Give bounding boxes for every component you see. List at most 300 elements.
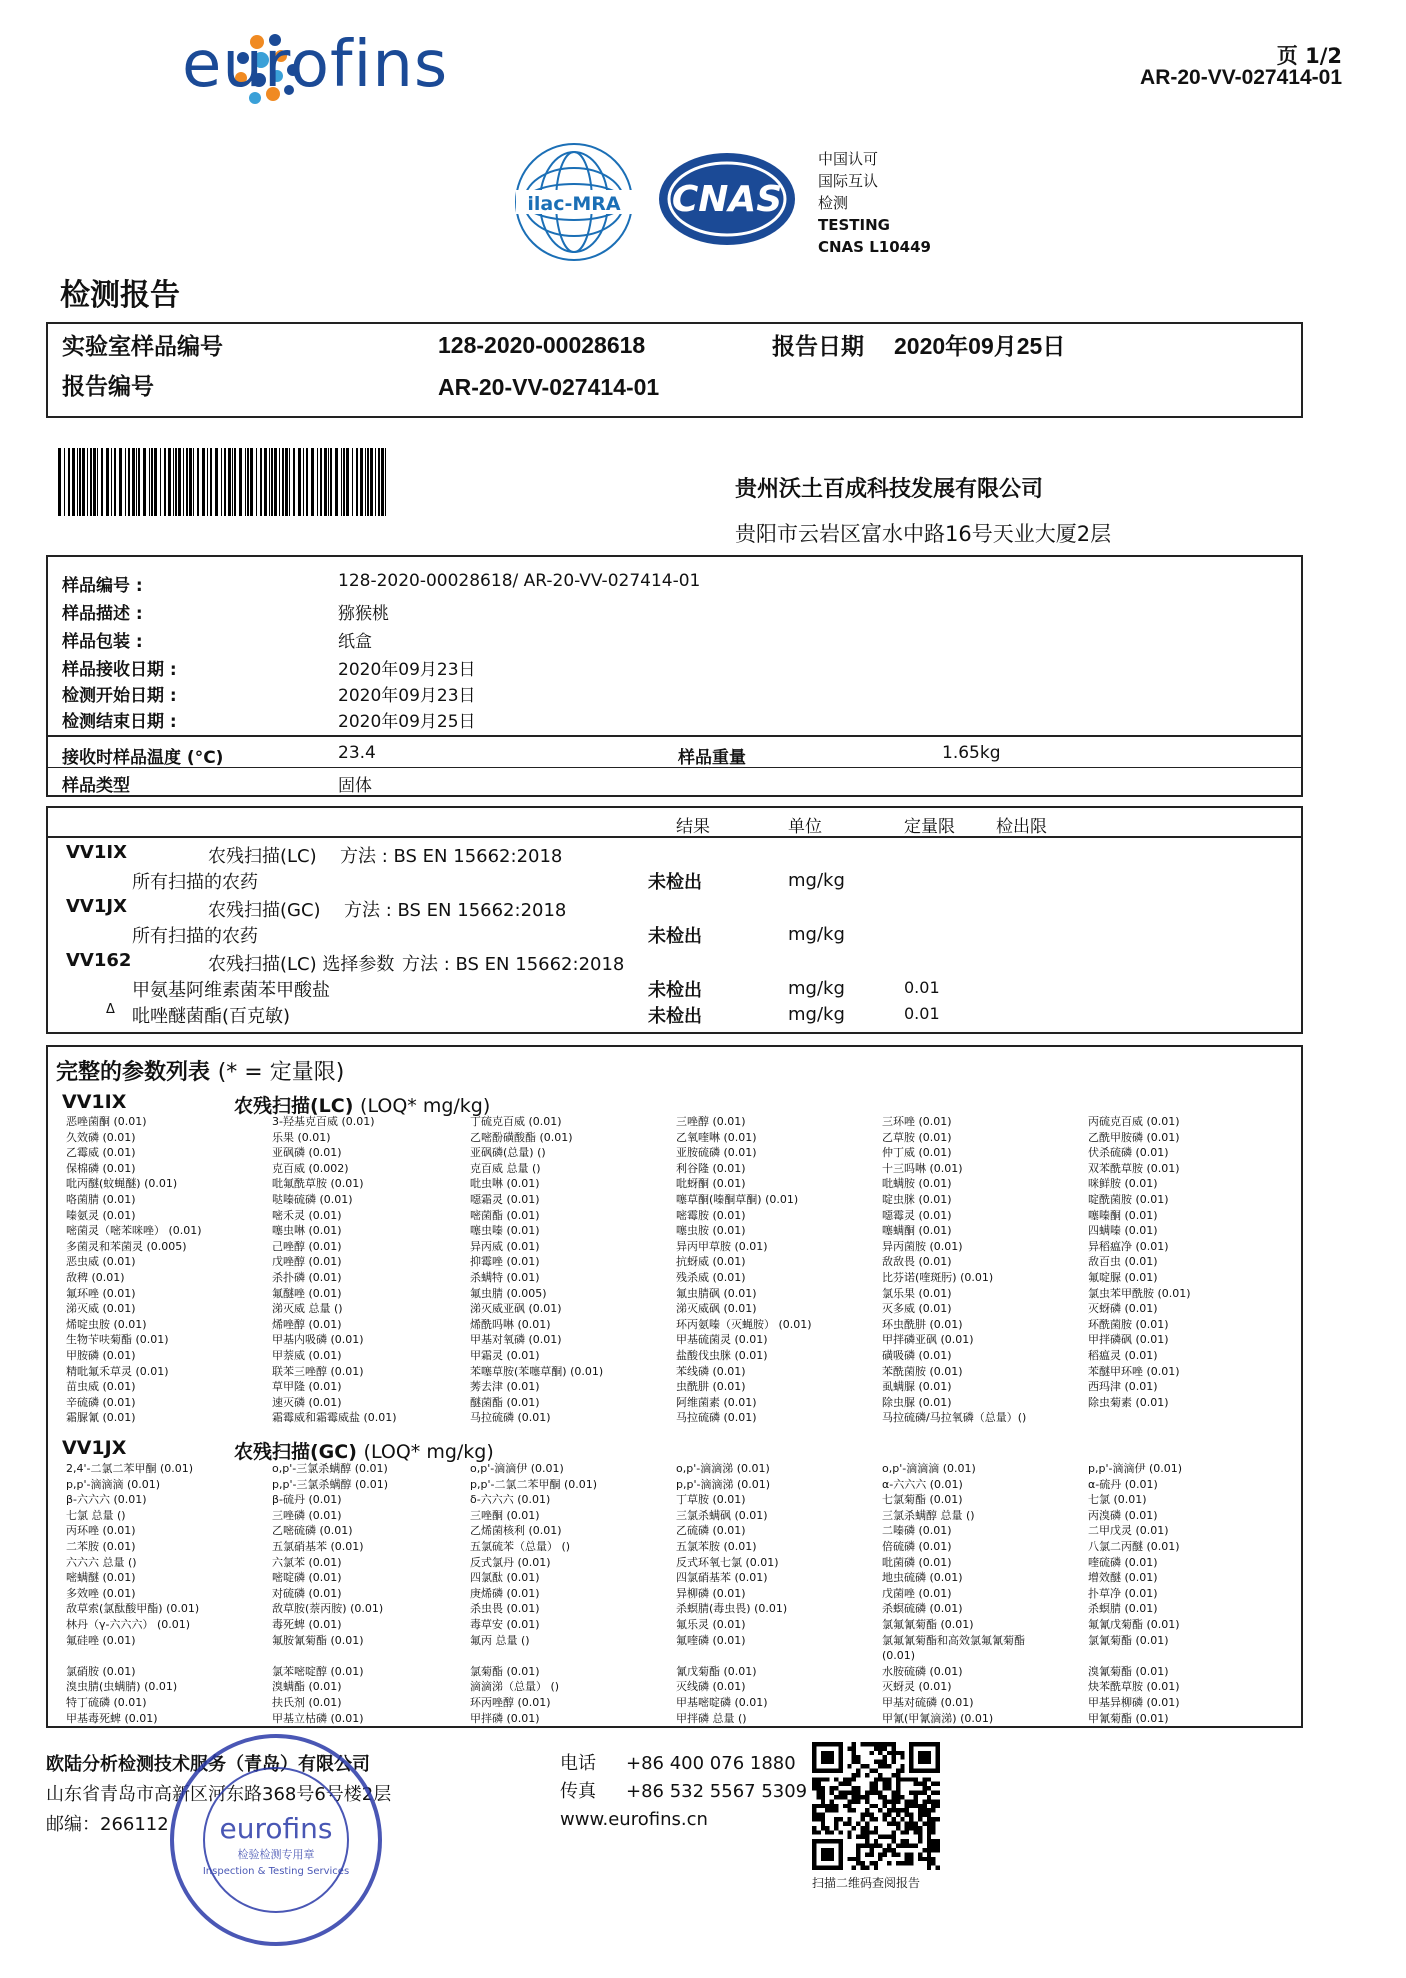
param-item: 醚菌酯 (0.01) (470, 1395, 540, 1409)
test-method: 方法 : BS EN 15662:2018 (344, 900, 567, 921)
param-item: 保棉磷 (0.01) (66, 1161, 136, 1175)
param-item: 2,4'-二氯二苯甲酮 (0.01) (66, 1462, 194, 1475)
param-item: 氯苯嘧啶醇 (0.01) (272, 1664, 364, 1678)
param-column (66, 1461, 199, 1726)
cnas-logo-icon (656, 150, 798, 248)
param-item: 虱螨脲 (0.01) (882, 1380, 952, 1394)
param-item: 嗪氨灵 (0.01) (66, 1208, 136, 1222)
param-item: 抗蚜威 (0.01) (676, 1255, 746, 1269)
param-item: 七氯菊酯 (0.01) (882, 1493, 963, 1507)
param-item: 林丹（γ-六六六） (0.01) (66, 1617, 191, 1631)
param-item: 氰戊菊酯 (0.01) (676, 1664, 757, 1678)
param-item: 甲拌磷 总量 () (676, 1711, 747, 1725)
company-seal-icon (168, 1732, 384, 1948)
param-item: 二甲戊灵 (0.01) (1088, 1524, 1169, 1538)
param-item: 噻草酮(嗪酮草酮) (0.01) (676, 1192, 799, 1206)
param-item: 嘧禾灵 (0.01) (272, 1208, 342, 1222)
param-item: 苗虫威 (0.01) (66, 1380, 136, 1394)
param-item: 地虫硫磷 (0.01) (882, 1571, 963, 1585)
lc-label: 农残扫描(LC) (LOQ* mg/kg) (234, 1095, 491, 1117)
param-item: 环虫酰肼 (0.01) (882, 1317, 963, 1331)
param-item: 七氯 (0.01) (1088, 1493, 1147, 1507)
param-item: 杀扑磷 (0.01) (272, 1270, 342, 1284)
param-item: 乙嘧酚磺酸酯 (0.01) (470, 1130, 573, 1144)
report-number-value: AR-20-VV-027414-01 (438, 374, 660, 400)
barcode-icon (58, 448, 388, 516)
param-item: 吡氟酰草胺 (0.01) (272, 1177, 364, 1191)
param-item: 灭线磷 (0.01) (676, 1680, 746, 1694)
param-item: 乙草胺 (0.01) (882, 1130, 952, 1144)
param-item: 利谷隆 (0.01) (676, 1161, 746, 1175)
param-item: 吡虫啉 (0.01) (470, 1177, 540, 1191)
result-loq: 0.01 (904, 978, 940, 997)
ilac-mra-logo-icon (512, 140, 637, 264)
param-item: 精吡氟禾草灵 (0.01) (66, 1364, 169, 1378)
param-item: 乙氧喹啉 (0.01) (676, 1130, 757, 1144)
param-item (676, 1648, 787, 1664)
param-item: 氟醚唑 (0.01) (272, 1286, 342, 1300)
gc-parameter-grid (66, 1461, 1296, 1727)
param-item: 噻虫胺 (0.01) (676, 1224, 746, 1238)
param-item: 亚胺硫磷 (0.01) (676, 1146, 757, 1160)
param-item: 西玛津 (0.01) (1088, 1380, 1158, 1394)
param-item: 霜霉威和霜霉威盐 (0.01) (272, 1411, 397, 1425)
param-item: 氯氰菊酯 (0.01) (1088, 1633, 1169, 1647)
param-item: 乙嘧硫磷 (0.01) (272, 1524, 353, 1538)
param-item: 吡蚜酮 (0.01) (676, 1177, 746, 1191)
param-item: 戊菌唑 (0.01) (882, 1586, 952, 1600)
param-item: 甲氰菊酯 (0.01) (1088, 1711, 1169, 1725)
param-item: 甲基硫菌灵 (0.01) (676, 1333, 768, 1347)
param-item: 稻瘟灵 (0.01) (1088, 1348, 1158, 1362)
param-item: p,p'-三氯杀螨醇 (0.01) (272, 1477, 389, 1491)
param-item: 甲霜灵 (0.01) (470, 1348, 540, 1362)
lab-sample-value: 128-2020-00028618 (438, 332, 646, 358)
test-method: 方法 : BS EN 15662:2018 (340, 846, 563, 867)
col-loq: 定量限 (904, 817, 955, 837)
param-item: 啶虫脒 (0.01) (882, 1192, 952, 1206)
lab-name: 欧陆分析检测技术服务（青岛）有限公司 (46, 1754, 370, 1775)
param-column (66, 1114, 202, 1426)
result-unit: mg/kg (788, 870, 845, 891)
param-item: 氟喹磷 (0.01) (676, 1633, 746, 1647)
param-item: 盐酸伐虫脒 (0.01) (676, 1348, 768, 1362)
param-item: 戊唑醇 (0.01) (272, 1255, 342, 1269)
param-item: 克百威 总量 () (470, 1161, 541, 1175)
param-item: 环丙唑醇 (0.01) (470, 1695, 551, 1709)
param-item: 三氯杀螨醇 总量 () (882, 1508, 975, 1522)
param-item: 氯虫苯甲酰胺 (0.01) (1088, 1286, 1191, 1300)
param-item: 涕灭威 总量 () (272, 1302, 343, 1316)
param-item: 扶氏剂 (0.01) (272, 1695, 342, 1709)
param-item: 六六六 总量 () (66, 1555, 137, 1569)
param-item: o,p'-滴滴滴 (0.01) (882, 1462, 976, 1475)
param-item: 马拉硫磷/马拉氧磷（总量）() (882, 1411, 1027, 1425)
param-item: 异丙菌胺 (0.01) (882, 1239, 963, 1253)
param-item: 庚烯磷 (0.01) (470, 1586, 540, 1600)
brand-name: eurofins (182, 28, 449, 102)
param-item: p,p'-二氯二苯甲酮 (0.01) (470, 1477, 598, 1491)
param-item: 亚砜磷 (0.01) (272, 1146, 342, 1160)
param-item: 甲基异柳磷 (0.01) (1088, 1695, 1180, 1709)
accreditation-mark: Δ (106, 1002, 115, 1017)
param-list-title: 完整的参数列表 (* = 定量限) (56, 1060, 345, 1085)
param-item: 甲氰(甲氰滴涕) (0.01) (882, 1711, 994, 1725)
param-item: 毒草安 (0.01) (470, 1617, 540, 1631)
param-item: 六氯苯 (0.01) (272, 1555, 342, 1569)
param-item: 异柳磷 (0.01) (676, 1586, 746, 1600)
param-item: 多效唑 (0.01) (66, 1586, 136, 1600)
param-item: 甲基对硫磷 (0.01) (882, 1695, 974, 1709)
param-item: 异丙威 (0.01) (470, 1239, 540, 1253)
param-item: 涕灭威亚砜 (0.01) (470, 1302, 562, 1316)
param-item: 磺吸磷 (0.01) (882, 1348, 952, 1362)
param-item: o,p'-滴滴伊 (0.01) (470, 1462, 564, 1475)
svg-text:CNAS: CNAS (671, 179, 783, 220)
param-item: 霜脲氰 (0.01) (66, 1411, 136, 1425)
param-item: 烯酰吗啉 (0.01) (470, 1317, 551, 1331)
param-item: 反式氯丹 (0.01) (470, 1555, 551, 1569)
param-item: 四氯硝基苯 (0.01) (676, 1571, 768, 1585)
param-item: 亚砜磷(总量) () (470, 1146, 546, 1160)
result-loq: 0.01 (904, 1004, 940, 1023)
param-item: 三唑磷 (0.01) (272, 1508, 342, 1522)
param-item: 五氯硫苯（总量） () (470, 1539, 571, 1553)
param-item: 吡螨胺 (0.01) (882, 1177, 952, 1191)
lab-postcode: 邮编：266112 (46, 1814, 169, 1835)
sample-info-box: 样品编号 : 128-2020-00028618/ AR-20-VV-027414-01 样品描述 : 猕猴桃 样品包装 : 纸盒 样品接收日期 : 2020年09月23日 检测开始日期 : 2020年09月23日 检测结束日期 : 2020年09月25日 接收时样品温度 (°C) 23.4 样品重量 1.65kg 样品类型 固体 (46, 555, 1303, 797)
param-item: 氯硝胺 (0.01) (66, 1664, 136, 1678)
param-item: 生物苄呋菊酯 (0.01) (66, 1333, 169, 1347)
result-value: 未检出 (648, 980, 702, 1001)
param-item: 环酰菌胺 (0.01) (1088, 1317, 1169, 1331)
param-item: 伏杀硫磷 (0.01) (1088, 1146, 1169, 1160)
param-item: 扑草净 (0.01) (1088, 1586, 1158, 1600)
param-item: 异丙甲草胺 (0.01) (676, 1239, 768, 1253)
param-item: 异稻瘟净 (0.01) (1088, 1239, 1169, 1253)
result-value: 未检出 (648, 872, 702, 893)
param-item: α-硫丹 (0.01) (1088, 1477, 1158, 1491)
param-item: 毒死蜱 (0.01) (272, 1617, 342, 1631)
param-item: 甲拌磷砜 (0.01) (1088, 1333, 1169, 1347)
result-unit: mg/kg (788, 924, 845, 945)
param-item: 苯醚甲环唑 (0.01) (1088, 1364, 1180, 1378)
param-item: 咪鲜胺 (0.01) (1088, 1177, 1158, 1191)
param-item: 敌草索(氯酞酸甲酯) (0.01) (66, 1602, 200, 1616)
param-item: 敌草胺(萘丙胺) (0.01) (272, 1602, 384, 1616)
param-item: 嘧螨醚 (0.01) (66, 1571, 136, 1585)
param-item: 四螨嗪 (0.01) (1088, 1224, 1158, 1238)
param-item: 七氯 总量 () (66, 1508, 126, 1522)
result-item: 所有扫描的农药 (132, 926, 258, 947)
param-item: 乐果 (0.01) (272, 1130, 331, 1144)
param-item: 氯氟氰菊酯 (0.01) (882, 1617, 974, 1631)
param-item: β-硫丹 (0.01) (272, 1493, 342, 1507)
param-item: 吡丙醚(蚊蝇醚) (0.01) (66, 1177, 178, 1191)
col-result: 结果 (676, 817, 710, 837)
param-item: 五氯苯胺 (0.01) (676, 1539, 757, 1553)
report-id-box (46, 322, 1303, 418)
result-value: 未检出 (648, 926, 702, 947)
report-date-label: 报告日期 (772, 334, 864, 360)
param-column (1088, 1114, 1191, 1410)
param-item: 氯菊酯 (0.01) (470, 1664, 540, 1678)
param-item: (0.01) (882, 1649, 916, 1663)
param-item: 氟啶脲 (0.01) (1088, 1270, 1158, 1284)
param-item (272, 1648, 388, 1664)
qr-code-icon[interactable] (812, 1742, 940, 1870)
param-item: 氟氰戊菊酯 (0.01) (1088, 1617, 1180, 1631)
test-code: VV162 (66, 950, 132, 971)
param-item: 丁草胺 (0.01) (676, 1493, 746, 1507)
test-name: 农残扫描(GC) (208, 900, 321, 921)
param-item: 比芬诺(喹斑肟) (0.01) (882, 1270, 994, 1284)
param-item: 涕灭威 (0.01) (66, 1302, 136, 1316)
param-item: 敌百虫 (0.01) (1088, 1255, 1158, 1269)
param-column (1088, 1461, 1182, 1726)
param-item: 甲基嘧啶磷 (0.01) (676, 1695, 768, 1709)
param-item: 甲拌磷 (0.01) (470, 1711, 540, 1725)
param-item: 嘧菌酯 (0.01) (470, 1208, 540, 1222)
param-item: 丙环唑 (0.01) (66, 1524, 136, 1538)
result-unit: mg/kg (788, 978, 845, 999)
param-item: 五氯硝基苯 (0.01) (272, 1539, 364, 1553)
param-item: α-六六六 (0.01) (882, 1477, 963, 1491)
param-item: 克百威 (0.002) (272, 1161, 349, 1175)
lab-sample-label: 实验室样品编号 (62, 334, 223, 360)
param-column (470, 1461, 597, 1726)
qr-caption: 扫描二维码查阅报告 (812, 1876, 921, 1890)
param-item: 十三吗啉 (0.01) (882, 1161, 963, 1175)
param-item: 四氯酞 (0.01) (470, 1571, 540, 1585)
param-item: 乙霉威 (0.01) (66, 1146, 136, 1160)
param-item: 乙硫磷 (0.01) (676, 1524, 746, 1538)
lab-address: 山东省青岛市高新区河东路368号6号楼2层 (46, 1784, 392, 1805)
param-item: 甲拌磷亚砜 (0.01) (882, 1333, 974, 1347)
gc-label: 农残扫描(GC) (LOQ* mg/kg) (234, 1441, 494, 1463)
param-item: 咯菌腈 (0.01) (66, 1192, 136, 1206)
param-item: 氟虫腈 (0.005) (470, 1286, 547, 1300)
test-name: 农残扫描(LC) 选择参数 (208, 954, 395, 975)
param-item: 增效醚 (0.01) (1088, 1571, 1158, 1585)
param-item: 草甲隆 (0.01) (272, 1380, 342, 1394)
result-unit: mg/kg (788, 1004, 845, 1025)
test-code: VV1IX (66, 842, 127, 863)
param-item: 苯噻草胺(苯噻草酮) (0.01) (470, 1364, 604, 1378)
param-item: 溴螨酯 (0.01) (272, 1680, 342, 1694)
param-item: 八氯二丙醚 (0.01) (1088, 1539, 1180, 1553)
param-item: 氟环唑 (0.01) (66, 1286, 136, 1300)
param-item: 噁霉灵 (0.01) (882, 1208, 952, 1222)
test-name: 农残扫描(LC) (208, 846, 317, 867)
param-item: 甲基内吸磷 (0.01) (272, 1333, 364, 1347)
param-item: 炔苯酰草胺 (0.01) (1088, 1680, 1180, 1694)
result-value: 未检出 (648, 1006, 702, 1027)
param-item: 残杀威 (0.01) (676, 1270, 746, 1284)
param-item: 氟虫腈砜 (0.01) (676, 1286, 757, 1300)
param-item: 敌稗 (0.01) (66, 1270, 125, 1284)
param-item: 环丙氨嗪（灭蝇胺） (0.01) (676, 1317, 812, 1331)
param-column (470, 1114, 603, 1426)
param-item (470, 1648, 597, 1664)
svg-text:eurofins: eurofins (219, 1812, 333, 1845)
param-item: 恶虫威 (0.01) (66, 1255, 136, 1269)
param-item: 氟胺氰菊酯 (0.01) (272, 1633, 364, 1647)
param-item: β-六六六 (0.01) (66, 1493, 147, 1507)
gc-code: VV1JX (62, 1437, 127, 1459)
param-column (676, 1114, 812, 1426)
param-item: 乙烯菌核利 (0.01) (470, 1524, 562, 1538)
param-item: 仲丁威 (0.01) (882, 1146, 952, 1160)
param-item: 三环唑 (0.01) (882, 1115, 952, 1128)
param-item: 抑霉唑 (0.01) (470, 1255, 540, 1269)
param-item: 啶酰菌胺 (0.01) (1088, 1192, 1169, 1206)
header-report-number: AR-20-VV-027414-01 (1140, 66, 1342, 89)
param-item: 杀螟硫磷 (0.01) (882, 1602, 963, 1616)
param-item: 特丁硫磷 (0.01) (66, 1695, 147, 1709)
param-item: 己唑醇 (0.01) (272, 1239, 342, 1253)
col-lod: 检出限 (996, 817, 1047, 837)
param-item: 二嗪磷 (0.01) (882, 1524, 952, 1538)
param-item: 杀螨特 (0.01) (470, 1270, 540, 1284)
param-item: 嘧霉胺 (0.01) (676, 1208, 746, 1222)
param-item: p,p'-滴滴伊 (0.01) (1088, 1462, 1183, 1475)
param-column (272, 1461, 388, 1726)
test-code: VV1JX (66, 896, 127, 917)
param-item: 辛硫磷 (0.01) (66, 1395, 136, 1409)
param-item: 丁硫克百威 (0.01) (470, 1115, 562, 1128)
param-item: 涕灭威砜 (0.01) (676, 1302, 757, 1316)
param-column (676, 1461, 787, 1726)
param-item: 三唑酮 (0.01) (470, 1508, 540, 1522)
param-item: 噻螨酮 (0.01) (882, 1224, 952, 1238)
param-item: 二苯胺 (0.01) (66, 1539, 136, 1553)
col-unit: 单位 (788, 817, 822, 837)
param-item (1088, 1648, 1182, 1664)
param-item: 联苯三唑醇 (0.01) (272, 1364, 364, 1378)
result-item: 甲氨基阿维素菌苯甲酸盐 (132, 980, 330, 1001)
param-item: 噻嗪酮 (0.01) (1088, 1208, 1158, 1222)
param-item: 马拉硫磷 (0.01) (676, 1411, 757, 1425)
param-item: 哒嗪硫磷 (0.01) (272, 1192, 353, 1206)
param-column (882, 1461, 1025, 1726)
report-number-label: 报告编号 (62, 374, 154, 400)
param-item: 烯啶虫胺 (0.01) (66, 1317, 147, 1331)
param-item: 苯线磷 (0.01) (676, 1364, 746, 1378)
param-item: p,p'-滴滴滴 (0.01) (66, 1477, 161, 1491)
parameter-list-box (46, 1045, 1303, 1728)
param-item: 久效磷 (0.01) (66, 1130, 136, 1144)
param-item: 除虫菊素 (0.01) (1088, 1395, 1169, 1409)
param-item: 甲胺磷 (0.01) (66, 1348, 136, 1362)
param-item: 嘧菌灵（嘧苯咪唑） (0.01) (66, 1224, 202, 1238)
result-item: 所有扫描的农药 (132, 872, 258, 893)
test-method: 方法 : BS EN 15662:2018 (402, 954, 625, 975)
svg-text:ilac-MRA: ilac-MRA (527, 193, 621, 215)
svg-text:检验检测专用章: 检验检测专用章 (237, 1848, 315, 1861)
param-item: 嘧啶磷 (0.01) (272, 1571, 342, 1585)
param-item: 双苯酰草胺 (0.01) (1088, 1161, 1180, 1175)
param-item: 甲基毒死蜱 (0.01) (66, 1711, 158, 1725)
param-item: 丙硫克百威 (0.01) (1088, 1115, 1180, 1128)
param-item: 滴滴涕（总量） () (470, 1680, 560, 1694)
param-item: 氟硅唑 (0.01) (66, 1633, 136, 1647)
website-link[interactable]: www.eurofins.cn (560, 1809, 708, 1830)
lc-parameter-grid (66, 1114, 1296, 1434)
param-item: 乙酰甲胺磷 (0.01) (1088, 1130, 1180, 1144)
param-item: 丙溴磷 (0.01) (1088, 1508, 1158, 1522)
param-item: 杀虫畏 (0.01) (470, 1602, 540, 1616)
param-item: 灭蚜灵 (0.01) (882, 1680, 952, 1694)
param-item: 莠去津 (0.01) (470, 1380, 540, 1394)
cnas-accreditation-text: 中国认可 国际互认 检测 TESTING CNAS L10449 (818, 150, 931, 256)
param-item: 灭多威 (0.01) (882, 1302, 952, 1316)
param-item: 对硫磷 (0.01) (272, 1586, 342, 1600)
client-name: 贵州沃土百成科技发展有限公司 (735, 477, 1044, 502)
param-item: δ-六六六 (0.01) (470, 1493, 551, 1507)
param-item: 阿维菌素 (0.01) (676, 1395, 757, 1409)
param-item: 三唑醇 (0.01) (676, 1115, 746, 1128)
param-item: 反式环氧七氯 (0.01) (676, 1555, 779, 1569)
param-item: 速灭磷 (0.01) (272, 1395, 342, 1409)
param-column (272, 1114, 397, 1426)
param-item: 杀螟腈(毒虫畏) (0.01) (676, 1602, 788, 1616)
param-item: 甲基对氧磷 (0.01) (470, 1333, 562, 1347)
param-item: 甲基立枯磷 (0.01) (272, 1711, 364, 1725)
param-item: 杀螟腈 (0.01) (1088, 1602, 1158, 1616)
contact-info: 电话 +86 400 076 1880 传真 +86 532 5567 5309 www.eurofins.cn (560, 1750, 807, 1834)
param-item: 吡菌磷 (0.01) (882, 1555, 952, 1569)
param-item: 水胺硫磷 (0.01) (882, 1664, 963, 1678)
param-item: 噻虫嗪 (0.01) (470, 1224, 540, 1238)
param-item: 氟乐灵 (0.01) (676, 1617, 746, 1631)
param-item: 氟丙 总量 () (470, 1633, 530, 1647)
param-item: p,p'-滴滴涕 (0.01) (676, 1477, 771, 1491)
param-item: 噁霜灵 (0.01) (470, 1192, 540, 1206)
param-item: 氯乐果 (0.01) (882, 1286, 952, 1300)
param-item: 噻虫啉 (0.01) (272, 1224, 342, 1238)
param-column (882, 1114, 1026, 1426)
param-item: 喹硫磷 (0.01) (1088, 1555, 1158, 1569)
param-item: 马拉硫磷 (0.01) (470, 1411, 551, 1425)
param-item: 除虫脲 (0.01) (882, 1395, 952, 1409)
param-item: 溴氰菊酯 (0.01) (1088, 1664, 1169, 1678)
page-number: 页 1/2 (1276, 44, 1342, 68)
param-item: o,p'-滴滴涕 (0.01) (676, 1462, 770, 1475)
param-item: 溴虫腈(虫螨腈) (0.01) (66, 1680, 178, 1694)
lc-code: VV1IX (62, 1091, 127, 1113)
param-item (66, 1648, 199, 1664)
param-item: 氯氟氰菊酯和高效氯氟氰菊酯 (882, 1633, 1025, 1647)
svg-text:Inspection & Testing Services: Inspection & Testing Services (202, 1866, 350, 1877)
param-item: 虫酰肼 (0.01) (676, 1380, 746, 1394)
param-item: 灭蚜磷 (0.01) (1088, 1302, 1158, 1316)
result-item: 吡唑醚菌酯(百克敏) (132, 1006, 291, 1027)
results-table (46, 806, 1303, 1034)
param-item: 3-羟基克百威 (0.01) (272, 1115, 375, 1128)
param-item: 甲萘威 (0.01) (272, 1348, 342, 1362)
param-item: 苯酰菌胺 (0.01) (882, 1364, 963, 1378)
document-title: 检测报告 (60, 278, 180, 313)
param-item: 恶唑菌酮 (0.01) (66, 1115, 147, 1128)
report-date-value: 2020年09月25日 (894, 333, 1066, 359)
param-item: 倍硫磷 (0.01) (882, 1539, 952, 1553)
param-item: 多菌灵和苯菌灵 (0.005) (66, 1239, 187, 1253)
param-item: 烯唑醇 (0.01) (272, 1317, 342, 1331)
param-item: 三氯杀螨砜 (0.01) (676, 1508, 768, 1522)
param-item: o,p'-三氯杀螨醇 (0.01) (272, 1462, 388, 1475)
client-address: 贵阳市云岩区富水中路16号天业大厦2层 (735, 522, 1112, 546)
